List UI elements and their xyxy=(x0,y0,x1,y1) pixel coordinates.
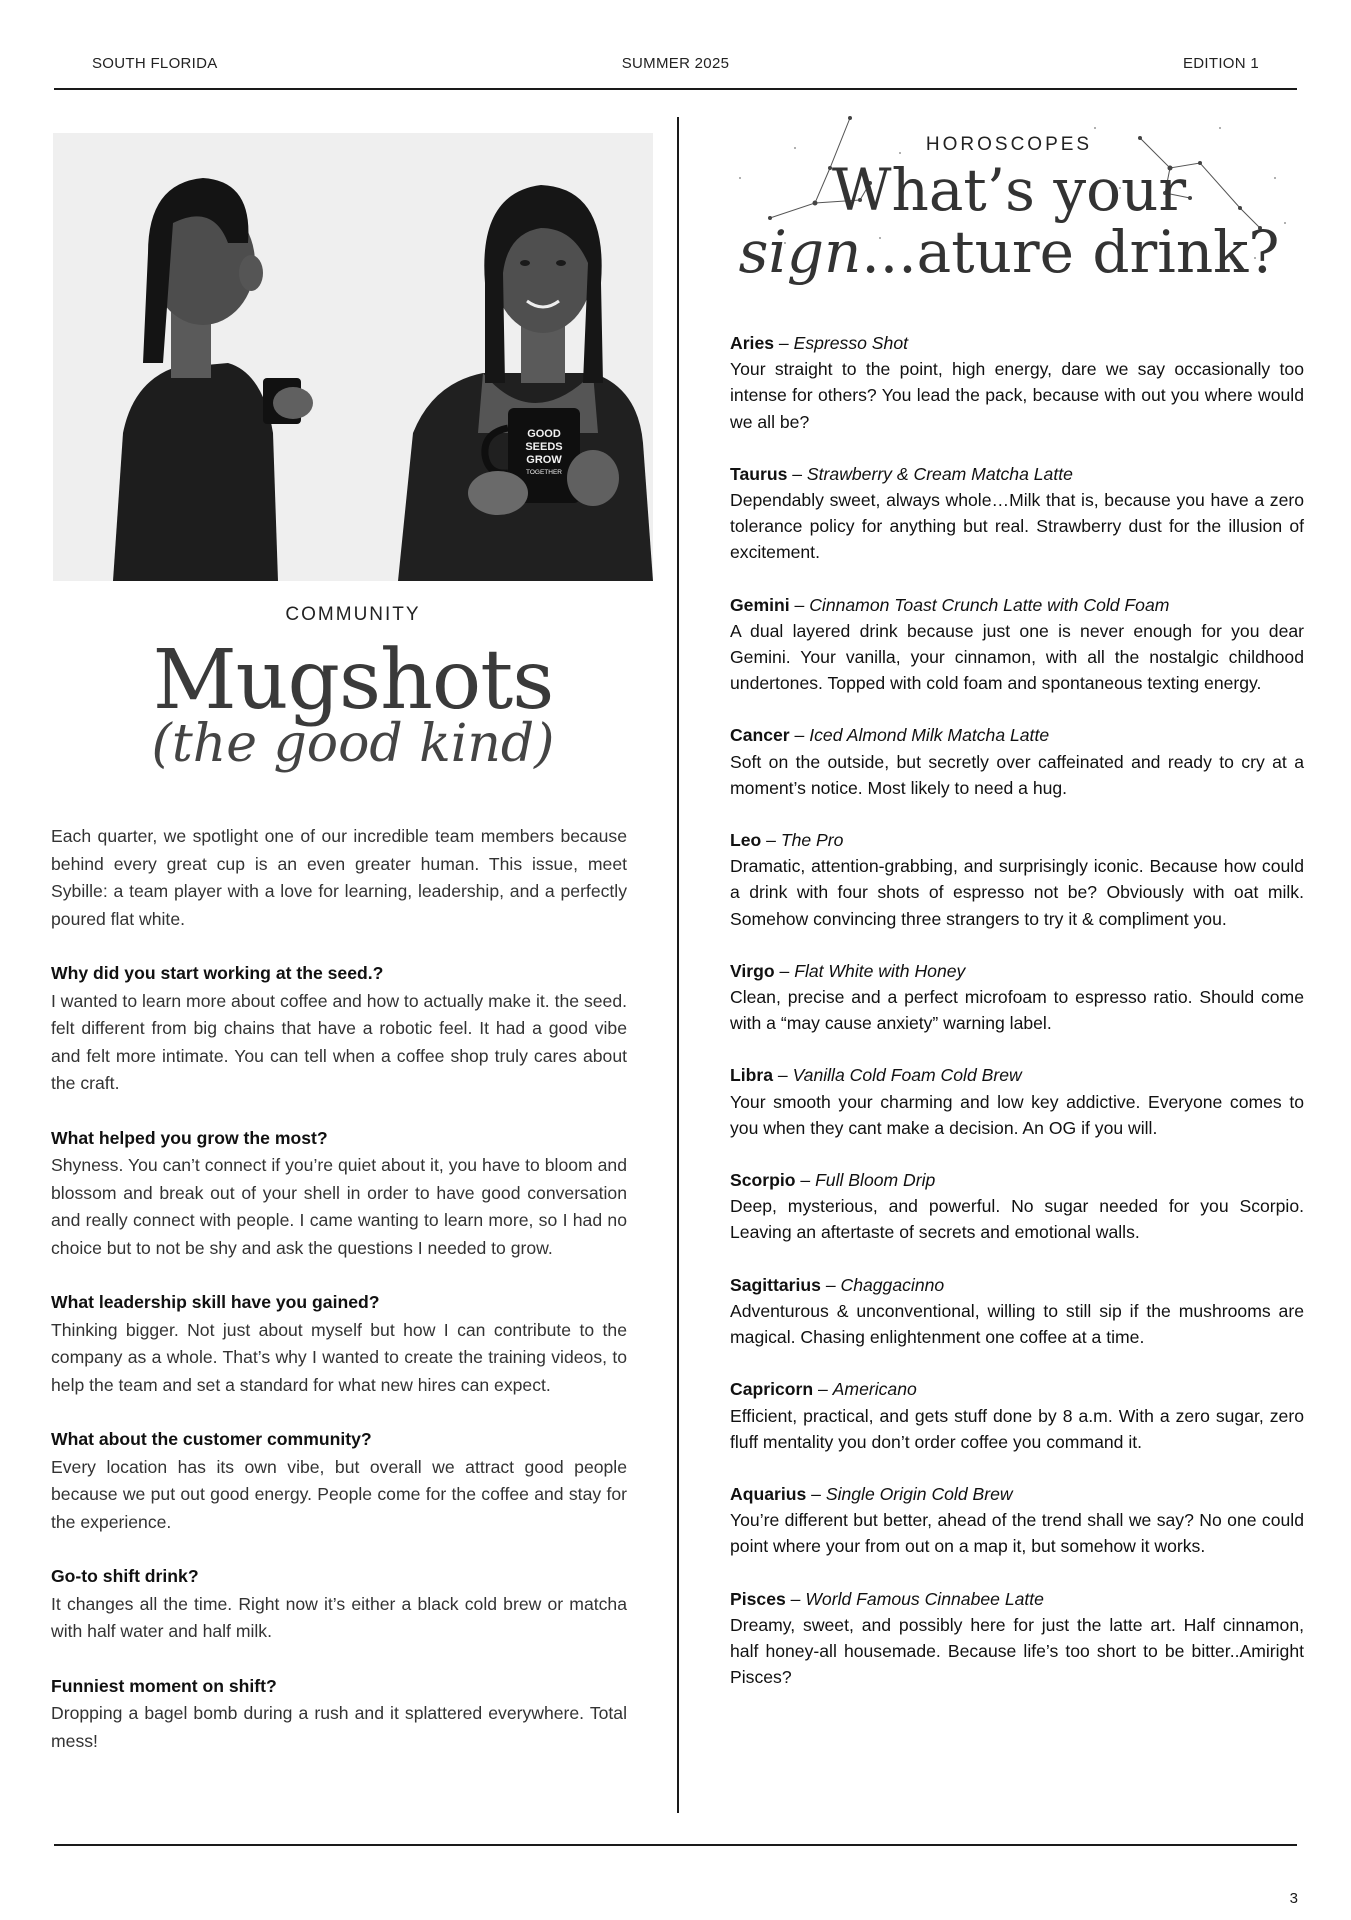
horoscope-entry: Cancer – Iced Almond Milk Matcha Latte Soft on the outside, but secretly over caffeinated and ready to cry at a moment’s notice. Most likely to need a hug. xyxy=(730,722,1304,801)
sign-name: Virgo xyxy=(730,960,775,981)
sign-drink: Americano xyxy=(832,1379,917,1400)
sign-description: Adventurous & unconventional, willing to still sip if the mushrooms are magical. Chasing enlightenment one coffee at a time. xyxy=(730,1300,1304,1348)
horoscope-entry: Taurus – Strawberry & Cream Matcha Latte Dependably sweet, always whole…Milk that is, because you have a zero tolerance policy for anything but real. Strawberry dust for the illusion of excitement. xyxy=(730,461,1304,566)
horoscope-entry: Gemini – Cinnamon Toast Crunch Latte with Cold Foam A dual layered drink because just one is never enough for you dear Gemini. Your vanilla, your cinnamon, with all the nostalgic childhood undertones. Topped with cold foam and spontaneous texting energy. xyxy=(730,592,1304,697)
header-issue: SUMMER 2025 xyxy=(621,55,730,72)
mug-text-line: SEEDS xyxy=(525,441,563,453)
interview-intro: Each quarter, we spotlight one of our incredible team members because behind every great cup is an even greater human. This issue, meet Sybille: a team player with a love for learning, leadership, and a perfectly poured flat white. xyxy=(51,826,627,929)
sign-drink: The Pro xyxy=(780,830,844,851)
sign-name: Gemini xyxy=(730,594,790,615)
header-edition: EDITION 1 xyxy=(1182,55,1259,72)
horoscope-entry: Scorpio – Full Bloom Drip Deep, mysterious, and powerful. No sugar needed for you Scorpio. Leaving an aftertaste of secrets and emotional walls. xyxy=(730,1167,1304,1246)
horoscope-entry: Capricorn – Americano Efficient, practical, and gets stuff done by 8 a.m. With a zero sugar, zero fluff mentality you don’t order coffee you command it. xyxy=(730,1376,1304,1455)
sign-name: Cancer xyxy=(730,725,790,746)
sign-description: Soft on the outside, but secretly over caffeinated and ready to cry at a moment’s notice. Most likely to need a hug. xyxy=(730,751,1304,798)
sign-drink: Single Origin Cold Brew xyxy=(825,1483,1013,1504)
interview-question: Go-to shift drink? xyxy=(51,1566,199,1586)
horoscope-entry: Libra – Vanilla Cold Foam Cold Brew Your smooth your charming and low key addictive. Everyone comes to you when they cant make a decision. An OG if you will. xyxy=(730,1062,1304,1141)
sign-description: You’re different but better, ahead of the trend shall we say? No one could point where your from out on a map it, but somehow it works. xyxy=(730,1510,1304,1557)
sign-description: Dependably sweet, always whole…Milk that is, because you have a zero tolerance policy for anything but real. Strawberry dust for the illusion of excitement. xyxy=(730,490,1304,563)
interview-answer: Shyness. You can’t connect if you’re quiet about it, you have to bloom and blossom and break out of your shell in order to have good conversation and really connect with people. I came wanting to learn more, so I had no choice but to not be shy and ask the questions I needed to grow. xyxy=(51,1155,627,1258)
sign-description: Deep, mysterious, and powerful. No sugar needed for you Scorpio. Leaving an aftertaste of secrets and emotional walls. xyxy=(730,1196,1304,1243)
mug-text-line: GROW xyxy=(526,454,562,466)
sign-drink: World Famous Cinnabee Latte xyxy=(805,1588,1044,1609)
sign-drink: Iced Almond Milk Matcha Latte xyxy=(809,725,1050,746)
footer-rule xyxy=(54,1844,1297,1846)
horoscopes-header xyxy=(720,108,1298,290)
page-header xyxy=(54,52,1297,88)
page-number: 3 xyxy=(1289,1890,1298,1907)
interview-answer: Dropping a bagel bomb during a rush and it splattered everywhere. Total mess! xyxy=(51,1703,627,1751)
sign-description: Dreamy, sweet, and possibly here for just the latte art. Half cinnamon, half honey-all housemade. Because life’s too short to be bitter..Amiright Pisces? xyxy=(730,1614,1304,1688)
sign-name: Aries xyxy=(730,333,775,353)
sign-name: Libra xyxy=(730,1065,774,1086)
sign-name: Leo xyxy=(730,830,762,851)
mug-text-line: TOGETHER xyxy=(526,469,562,476)
sign-name: Scorpio xyxy=(730,1170,796,1191)
sign-description: A dual layered drink because just one is never enough for you dear Gemini. Your vanilla, your cinnamon, with all the nostalgic childhood undertones. Topped with cold foam and spontaneous texting energy. xyxy=(730,620,1304,694)
horoscope-entry: Virgo – Flat White with Honey Clean, precise and a perfect microfoam to espresso ratio. Should come with a “may cause anxiety” warning label. xyxy=(730,958,1304,1037)
team-photo xyxy=(53,133,653,581)
sign-drink: Full Bloom Drip xyxy=(815,1170,936,1191)
mugshots-subtitle: (the good kind) xyxy=(151,714,555,774)
horoscopes-title-sign: sign xyxy=(738,218,862,286)
horoscopes-title-rest: ...ature drink? xyxy=(861,218,1280,286)
interview-answer: It changes all the time. Right now it’s either a black cold brew or matcha with half water and half milk. xyxy=(51,1593,627,1641)
horoscope-entry: Aries – Espresso Shot Your straight to the point, high energy, dare we say occasionally too intense for others? You lead the pack, because with out you where would we all be? xyxy=(730,330,1304,435)
sign-drink: Strawberry & Cream Matcha Latte xyxy=(806,463,1073,484)
horoscopes-label: HOROSCOPES xyxy=(925,134,1093,155)
sign-name: Capricorn xyxy=(730,1379,814,1400)
horoscope-entry: Pisces – World Famous Cinnabee Latte Dreamy, sweet, and possibly here for just the latte art. Half cinnamon, half honey-all housemade. Because life’s too short to be bitter..Amiright Pisces? xyxy=(730,1586,1304,1691)
interview-answer: Every location has its own vibe, but overall we attract good people because we put out good energy. People come for the coffee and stay for the experience. xyxy=(51,1456,627,1532)
sign-name: Taurus xyxy=(730,463,788,484)
interview-answer: Thinking bigger. Not just about myself but how I can contribute to the company as a whole. That’s why I wanted to create the training videos, to help the team and set a standard for what new hires can expect. xyxy=(51,1319,627,1395)
mugshots-title: Mugshots xyxy=(152,633,554,728)
horoscope-list xyxy=(730,330,1304,1716)
column-divider xyxy=(677,117,679,1813)
sign-drink: Chaggacinno xyxy=(840,1274,945,1295)
sign-description: Your straight to the point, high energy, dare we say occasionally too intense for others? You lead the pack, because with out you where would we all be? xyxy=(730,359,1304,432)
interview-question: What helped you grow the most? xyxy=(51,1127,328,1148)
horoscopes-title-line2 xyxy=(720,218,1298,286)
sign-drink: Vanilla Cold Foam Cold Brew xyxy=(792,1065,1022,1086)
sign-name: Aquarius xyxy=(730,1483,807,1504)
horoscope-entry: Leo – The Pro Dramatic, attention-grabbing, and surprisingly iconic. Because how could a drink with four shots of espresso not be? Obviously with oat milk. Somehow convincing three strangers to try it & compliment you. xyxy=(730,827,1304,932)
sign-description: Dramatic, attention-grabbing, and surprisingly iconic. Because how could a drink with four shots of espresso not be? Obviously with oat milk. Somehow convincing three strangers to try it & compliment you. xyxy=(730,856,1304,929)
interview-question: Funniest moment on shift? xyxy=(51,1675,277,1696)
header-rule xyxy=(54,88,1297,90)
horoscope-entry: Sagittarius – Chaggacinno Adventurous & unconventional, willing to still sip if the mushrooms are magical. Chasing enlightenment one coffee at a time. xyxy=(730,1272,1304,1351)
community-label: COMMUNITY xyxy=(285,604,421,625)
sign-description: Clean, precise and a perfect microfoam to espresso ratio. Should come with a “may cause anxiety” warning label. xyxy=(730,987,1304,1034)
sign-description: Your smooth your charming and low key addictive. Everyone comes to you when they cant make a decision. An OG if you will. xyxy=(730,1091,1304,1138)
interview-column xyxy=(51,823,627,1782)
sign-drink: Cinnamon Toast Crunch Latte with Cold Foam xyxy=(809,594,1170,615)
interview-question: Why did you start working at the seed.? xyxy=(51,963,384,983)
sign-name: Sagittarius xyxy=(730,1274,821,1295)
mug-text-line: GOOD xyxy=(527,428,561,440)
horoscopes-title-line1: What’s your xyxy=(831,156,1187,224)
header-region: SOUTH FLORIDA xyxy=(92,55,218,72)
interview-answer: I wanted to learn more about coffee and how to actually make it. the seed. felt different from big chains that have a robotic feel. It had a good vibe and felt more intimate. You can tell when a coffee shop truly cares about the craft. xyxy=(51,990,627,1093)
sign-drink: Flat White with Honey xyxy=(794,960,966,981)
interview-question: What leadership skill have you gained? xyxy=(51,1292,380,1312)
interview-question: What about the customer community? xyxy=(51,1429,372,1449)
sign-description: Efficient, practical, and gets stuff done by 8 a.m. With a zero sugar, zero fluff mentality you don’t order coffee you command it. xyxy=(730,1405,1304,1452)
horoscope-entry: Aquarius – Single Origin Cold Brew You’re different but better, ahead of the trend shall we say? No one could point where your from out on a map it, but somehow it works. xyxy=(730,1481,1304,1560)
sign-name: Pisces xyxy=(730,1588,786,1609)
sign-drink: Espresso Shot xyxy=(793,333,908,353)
